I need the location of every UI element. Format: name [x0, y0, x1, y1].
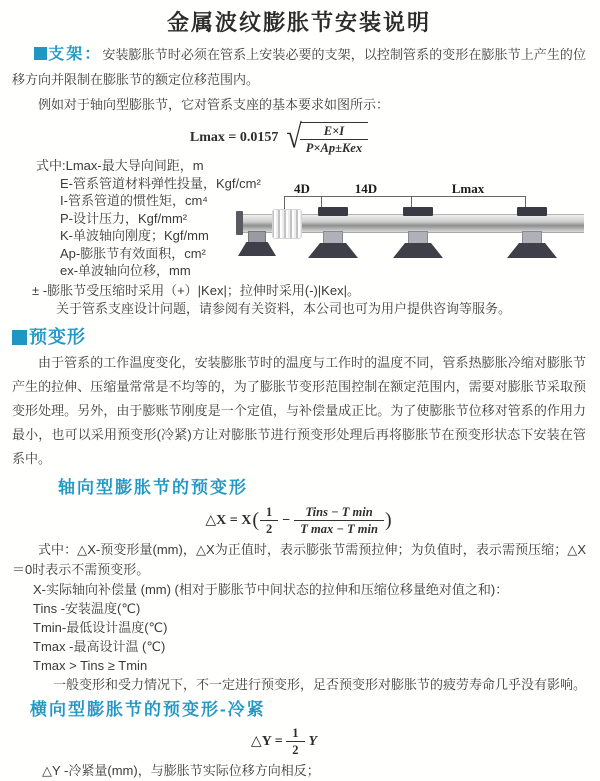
- support-intro-text: 安装膨胀节时必须在管系上安装必要的支架，以控制管系的变形在膨胀节上产生的位移方向并限制在膨胀节的额定位移范围内。: [12, 47, 586, 87]
- lmax-fraction-numerator: E×I: [300, 124, 368, 140]
- temperature-fraction: [294, 505, 384, 536]
- definition-line-plusminus: ± -膨胀节受压缩时采用（+）|Kex|；拉伸时采用(-)|Kex|。: [32, 282, 360, 298]
- delta-x-lhs: △X = X: [205, 513, 252, 528]
- anchor-support: [238, 231, 278, 259]
- temperature-numerator: Tins − T min: [294, 505, 384, 521]
- support-cap: [517, 207, 547, 216]
- definition-line: E-管系管道材料弹性投量，Kgf/cm²: [60, 175, 261, 191]
- minus-operator: −: [282, 512, 291, 528]
- delta-y-lhs: △Y =: [250, 734, 283, 749]
- lateral-subheading: 横向型膨胀节的预变形-冷紧: [30, 699, 266, 719]
- paren-open: (: [252, 509, 259, 531]
- formula-lmax-lhs: Lmax = 0.0157: [189, 130, 279, 145]
- pipe-support-diagram: [236, 183, 586, 265]
- preform-section-heading: [12, 326, 586, 348]
- sqrt-radical-icon: √: [286, 118, 302, 156]
- temperature-denominator: T max − T min: [300, 522, 378, 536]
- definition-line: Tmax -最高设计温 (℃): [33, 638, 166, 654]
- support-example-line: 例如对于轴向型膨胀节，它对管系支座的基本要求如图所示：: [38, 97, 390, 112]
- formula-lmax: [12, 118, 546, 156]
- support-section-label: [34, 46, 102, 63]
- pipe-guide-support: [307, 207, 359, 259]
- dim-label-14d: 14D: [354, 181, 378, 196]
- half-fraction: [260, 505, 278, 536]
- preform-paragraph: 由于管系的工作温度变化，安装膨胀节时的温度与工作时的温度不同，管系热膨胀冷缩对膨胀节产生的拉伸、压缩量常常是不均等的，为了膨胀节变形范围控制在额定范围内，需要对膨胀节采取预变形处理。另外，由于膨账节刚度是一个定值，与补偿量成正比。为了使膨胀节位移对管系的作用力最小，也可以采用预变形(冷紧)方让对膨胀节进行预变形处理后再将膨胀节在预变形状态下安装在管系中。: [12, 354, 586, 466]
- support-base: [308, 243, 358, 258]
- half-numerator: 1: [286, 726, 304, 742]
- definition-line: Tins -安装温度(℃): [33, 600, 141, 616]
- support-cap: [318, 207, 348, 216]
- formula-delta-x: [12, 505, 586, 537]
- blue-square-icon: [12, 330, 27, 345]
- delta-y-rhs: Y: [308, 733, 318, 749]
- preform-heading-text: 预变形: [29, 326, 86, 347]
- definition-line: ex-单波轴向位移，mm: [60, 263, 191, 278]
- support-paragraph: [12, 42, 586, 92]
- support-neck: [522, 231, 542, 244]
- half-denominator: 2: [266, 522, 273, 536]
- definition-line: 式中:Lmax-最大导向间距，m: [36, 158, 204, 173]
- sqrt-box: [300, 122, 368, 155]
- support-consulting-line: 关于管系支座设计问题，请参阅有关资料，本公司也可为用户提供咨询等服务。: [56, 300, 512, 316]
- dim-label-4d: 4D: [294, 181, 310, 196]
- definition-line: Tmax > Tins ≥ Tmin: [33, 657, 148, 673]
- support-base: [393, 243, 443, 258]
- definition-line: Tmin-最低设计温度(℃): [33, 619, 168, 635]
- support-neck: [323, 231, 343, 244]
- definition-line: 一般变形和受力情况下，不一定进行预变形，足否预变形对膨胀节的疲劳寿命几乎没有影响。: [53, 676, 587, 692]
- delta-y-note: △Y -冷紧量(mm)，与膨胀节实际位移方向相反；: [42, 762, 320, 778]
- blue-square-icon: [34, 47, 47, 60]
- dim-label-lmax: Lmax: [451, 181, 485, 196]
- support-neck: [408, 231, 428, 244]
- pipe-guide-support: [506, 207, 558, 259]
- pipe-guide-support: [392, 207, 444, 259]
- definition-line: K-单波轴向刚度；Kgf/mm: [60, 228, 209, 243]
- definition-line: X-实际轴向补偿量 (mm) (相对于膨胀节中间状态的拉伸和压缩位移量绝对值之和)：: [33, 581, 509, 597]
- anchor-base: [238, 242, 276, 256]
- formula-delta-y: [12, 727, 556, 757]
- definition-line: Ap-膨胀节有效面积，cm²: [60, 245, 206, 261]
- page-title: 金属波纹膨胀节安装说明: [166, 10, 431, 35]
- support-label-text: 支架：: [48, 46, 103, 63]
- support-cap: [403, 207, 433, 216]
- support-base: [507, 243, 557, 258]
- half-denominator: 2: [292, 743, 299, 757]
- lmax-fraction: [300, 124, 368, 155]
- axial-subheading: 轴向型膨胀节的预变形: [58, 477, 248, 497]
- definition-line: P-设计压力，Kgf/mm²: [60, 210, 188, 226]
- definitions-and-diagram: [12, 157, 586, 280]
- anchor-neck: [248, 231, 266, 243]
- paren-close: ): [384, 509, 392, 531]
- lmax-fraction-denominator: P×Ap±Kex: [305, 140, 363, 155]
- half-numerator: 1: [260, 505, 278, 521]
- half-fraction: [286, 726, 304, 757]
- axial-definition-lines: [33, 580, 586, 694]
- delta-x-explanation: 式中：△X-预变形量(mm)，△X为正值时，表示膨张节需预拉伸；为负值时，表示需预压缩；△X＝0时表示不需预变形。: [12, 541, 586, 577]
- definition-line: I-管系管道的惯性矩，cm⁴: [60, 193, 208, 208]
